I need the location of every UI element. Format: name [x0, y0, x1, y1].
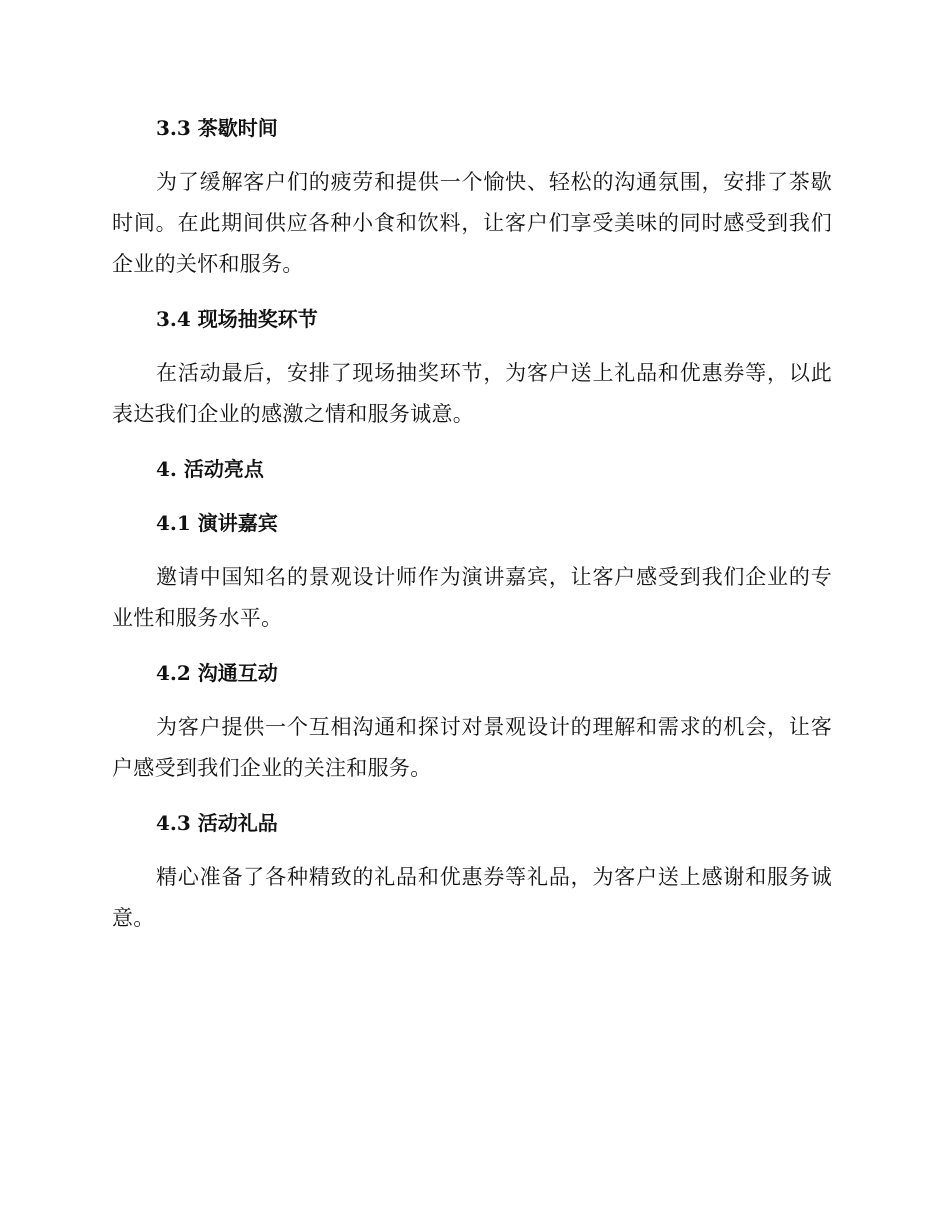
section-paragraph-4-2: 为客户提供一个互相沟通和探讨对景观设计的理解和需求的机会，让客户感受到我们企业的关注和服务。	[112, 715, 832, 780]
section-heading-3-3: 3.3 茶歇时间	[156, 116, 278, 140]
section-heading-4: 4. 活动亮点	[156, 457, 264, 481]
section-heading-4-3: 4.3 活动礼品	[156, 811, 278, 835]
section-paragraph-4-1: 邀请中国知名的景观设计师作为演讲嘉宾，让客户感受到我们企业的专业性和服务水平。	[112, 565, 832, 630]
section-heading-3-4: 3.4 现场抽奖环节	[156, 307, 318, 331]
section-heading-4-1: 4.1 演讲嘉宾	[156, 511, 278, 535]
document-body	[112, 108, 832, 939]
section-paragraph-3-3: 为了缓解客户们的疲劳和提供一个愉快、轻松的沟通氛围，安排了茶歇时间。在此期间供应各种小食和饮料，让客户们享受美味的同时感受到我们企业的关怀和服务。	[112, 170, 832, 276]
section-heading-4-2: 4.2 沟通互动	[156, 661, 278, 685]
section-paragraph-3-4: 在活动最后，安排了现场抽奖环节，为客户送上礼品和优惠券等，以此表达我们企业的感激之情和服务诚意。	[112, 361, 832, 426]
section-paragraph-4-3: 精心准备了各种精致的礼品和优惠券等礼品，为客户送上感谢和服务诚意。	[112, 865, 832, 930]
